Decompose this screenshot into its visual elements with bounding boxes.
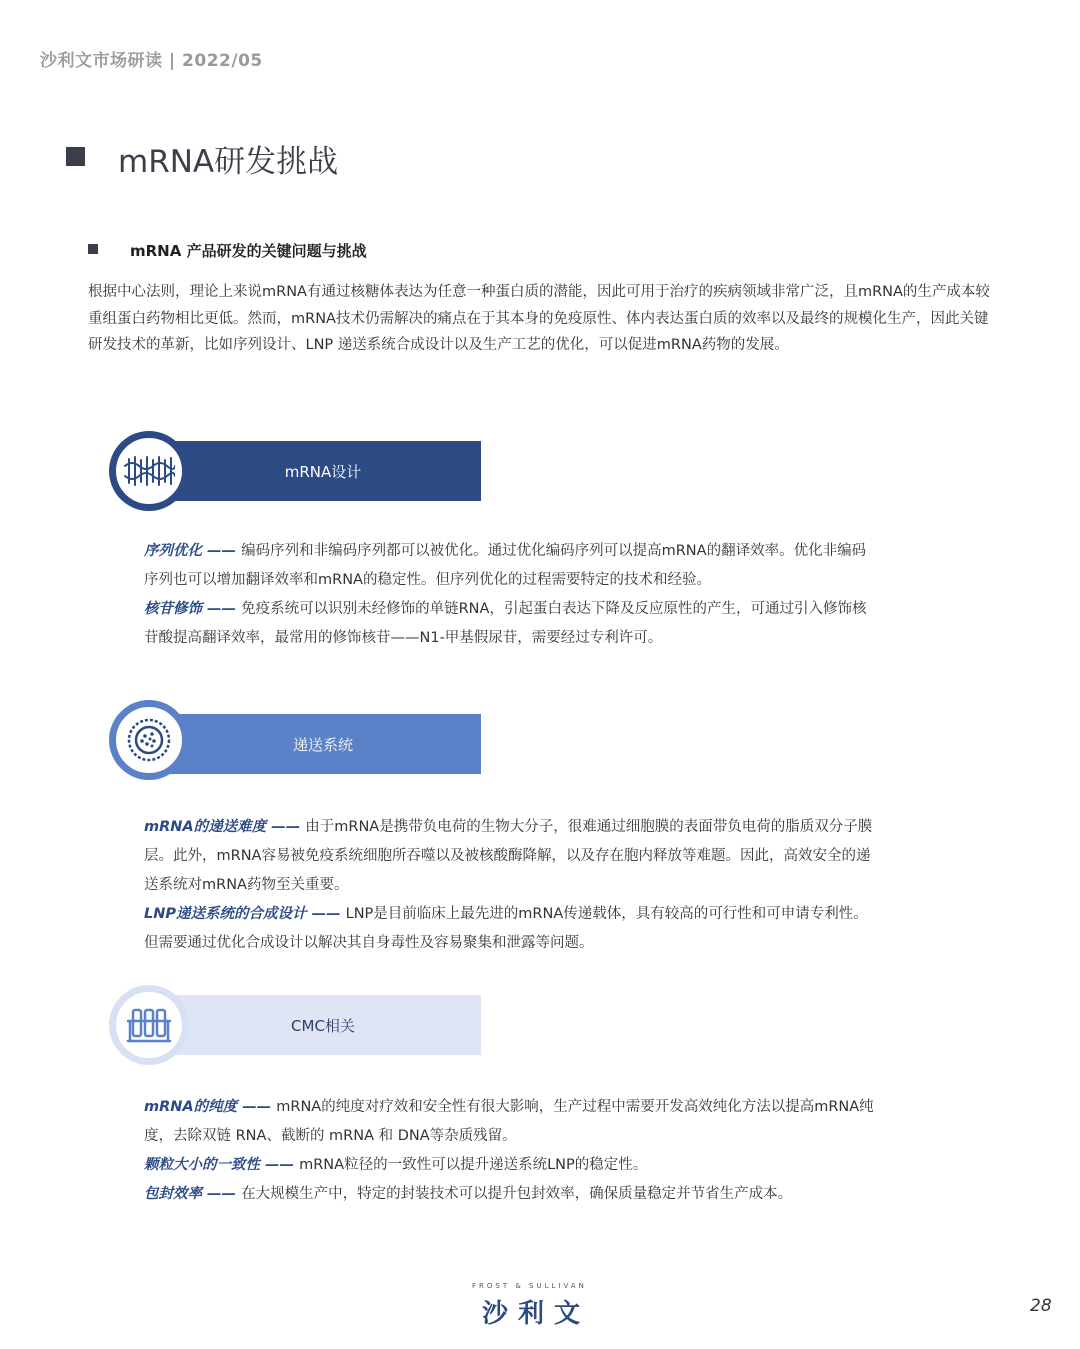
section-banner-mrna-design [165,441,481,501]
item-text: 编码序列和非编码序列都可以被优化。通过优化编码序列可以提高mRNA的翻译效率。优化非编码序列也可以增加翻译效率和mRNA的稳定性。但序列优化的过程需要特定的技术和经验。 [144,543,867,588]
item-text: 在大规模生产中，特定的封装技术可以提升包封效率，确保质量稳定并节省生产成本。 [241,1186,793,1202]
section-banner-delivery-system [165,714,481,774]
item-keyword: 包封效率 [144,1186,202,1202]
item-text: mRNA的纯度对疗效和安全性有很大影响，生产过程中需要开发高效纯化方法以提高mRNA纯度，去除双链 RNA、截断的 mRNA 和 DNA等杂质残留。 [144,1099,874,1144]
item-text: mRNA粒径的一致性可以提升递送系统LNP的稳定性。 [299,1157,648,1173]
dna-icon [109,431,189,511]
item-keyword: mRNA的纯度 [144,1099,238,1115]
page-title: mRNA研发挑战 [118,144,339,180]
intro-paragraph: 根据中心法则，理论上来说mRNA有通过核糖体表达为任意一种蛋白质的潜能，因此可用于治疗的疾病领域非常广泛，且mRNA的生产成本较重组蛋白药物相比更低。然而，mRNA技术仍需解决的痛点在于其本身的免疫原性、体内表达蛋白质的效率以及最终的规模化生产，因此关键研发技术的革新，比如序列设计、LNP 递送系统合成设计以及生产工艺的优化，可以促进mRNA药物的发展。 [88,284,990,353]
report-header: 沙利文市场研读 | 2022/05 [40,51,263,71]
subtitle-square-bullet [88,244,98,254]
test-tube-rack-icon [109,985,189,1065]
item-keyword: LNP递送系统的合成设计 [144,906,307,922]
item-encapsulation-efficiency [144,1180,874,1209]
item-nucleoside-modification [144,595,874,653]
section-mrna-design-text [144,537,874,653]
item-keyword: mRNA的递送难度 [144,819,267,835]
title-square-bullet [66,147,85,166]
item-lnp-synthesis-design [144,900,874,958]
page-number: 28 [1030,1296,1052,1316]
item-text: LNP是目前临床上最先进的mRNA传递载体，具有较高的可行性和可申请专利性。但需要通过优化合成设计以解决其自身毒性及容易聚集和泄露等问题。 [144,906,868,951]
item-mrna-purity [144,1093,874,1151]
section-subtitle: mRNA 产品研发的关键问题与挑战 [130,242,367,260]
nanoparticle-icon [109,700,189,780]
item-particle-size-consistency [144,1151,874,1180]
item-dash: —— [237,1099,277,1115]
section-banner-label: CMC相关 [291,1016,355,1035]
item-delivery-difficulty [144,813,874,900]
item-dash: —— [202,1186,242,1202]
item-dash: —— [202,601,242,617]
item-text: 由于mRNA是携带负电荷的生物大分子，很难通过细胞膜的表面带负电荷的脂质双分子膜层。此外，mRNA容易被免疫系统细胞所吞噬以及被核酸酶降解，以及存在胞内释放等难题。因此，高效安全的递送系统对mRNA药物至关重要。 [144,819,873,893]
section-banner-cmc [165,995,481,1055]
item-dash: —— [266,819,306,835]
item-dash: —— [260,1157,300,1173]
frost-sullivan-logo-text: FROST & SULLIVAN [472,1282,587,1290]
item-dash: —— [306,906,346,922]
item-sequence-optimization [144,537,874,595]
section-banner-label: mRNA设计 [284,462,362,481]
section-banner-label: 递送系统 [292,735,353,754]
item-text: 免疫系统可以识别未经修饰的单链RNA，引起蛋白表达下降及反应原性的产生，可通过引入修饰核苷酸提高翻译效率，最常用的修饰核苷——N1-甲基假尿苷，需要经过专利许可。 [144,601,867,646]
item-keyword: 序列优化 [144,543,202,559]
section-cmc-text [144,1093,874,1209]
item-keyword: 核苷修饰 [144,601,202,617]
item-dash: —— [202,543,242,559]
company-logo: 沙利文 [482,1299,591,1329]
item-keyword: 颗粒大小的一致性 [144,1157,260,1173]
section-delivery-system-text [144,813,874,958]
